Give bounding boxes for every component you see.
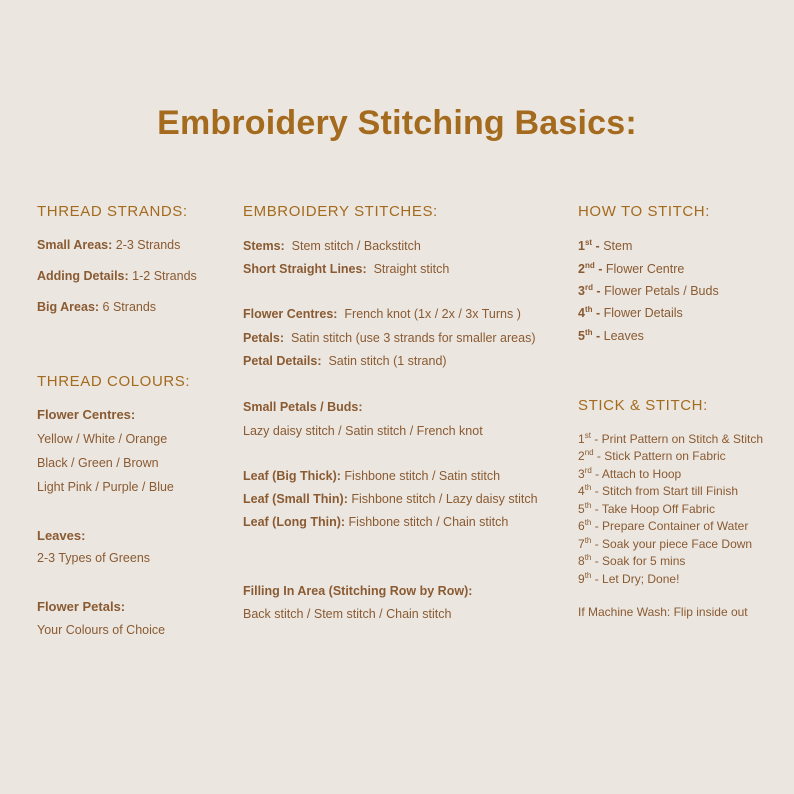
stick-step-3: 3rd - Attach to Hoop bbox=[578, 466, 682, 481]
stick-step-4: 4th - Stitch from Start till Finish bbox=[578, 483, 739, 498]
stitch-item-short-straight-lines: Short Straight Lines: Straight stitch bbox=[243, 262, 450, 276]
stitch-item-leaf-big-thick: Leaf (Big Thick): Fishbone stitch / Satin stitch bbox=[243, 469, 501, 483]
how-to-stitch-heading: HOW TO STITCH: bbox=[578, 203, 711, 220]
how-step-5: 5th - Leaves bbox=[578, 327, 644, 343]
stick-and-stitch-heading: STICK & STITCH: bbox=[578, 397, 708, 414]
small-petals-label: Small Petals / Buds: bbox=[243, 400, 363, 414]
stick-step-9: 9th - Let Dry; Done! bbox=[578, 571, 680, 586]
flower-petals-label: Flower Petals: bbox=[37, 599, 126, 614]
stitch-item-leaf-long-thin: Leaf (Long Thin): Fishbone stitch / Chain stitch bbox=[243, 515, 509, 529]
strand-item-small-areas: Small Areas: 2-3 Strands bbox=[37, 238, 181, 252]
filling-in-area-value: Back stitch / Stem stitch / Chain stitch bbox=[243, 607, 452, 621]
flower-centres-label: Flower Centres: bbox=[37, 407, 136, 422]
how-step-4: 4th - Flower Details bbox=[578, 304, 683, 320]
strand-item-big-areas: Big Areas: 6 Strands bbox=[37, 300, 157, 314]
stitch-item-flower-centres: Flower Centres: French knot (1x / 2x / 3x Turns ) bbox=[243, 307, 521, 321]
flower-centres-line-3: Light Pink / Purple / Blue bbox=[37, 480, 174, 494]
stitch-item-leaf-small-thin: Leaf (Small Thin): Fishbone stitch / Lazy daisy stitch bbox=[243, 492, 538, 506]
thread-strands-heading: THREAD STRANDS: bbox=[37, 203, 188, 220]
stick-step-2: 2nd - Stick Pattern on Fabric bbox=[578, 448, 726, 463]
stick-step-6: 6th - Prepare Container of Water bbox=[578, 518, 749, 533]
stick-step-5: 5th - Take Hoop Off Fabric bbox=[578, 501, 715, 516]
how-step-1: 1st - Stem bbox=[578, 237, 633, 253]
stitch-item-stems: Stems: Stem stitch / Backstitch bbox=[243, 239, 421, 253]
stick-step-1: 1st - Print Pattern on Stitch & Stitch bbox=[578, 431, 764, 446]
flower-petals-line-1: Your Colours of Choice bbox=[37, 623, 166, 637]
machine-wash-note: If Machine Wash: Flip inside out bbox=[578, 605, 748, 619]
stick-step-7: 7th - Soak your piece Face Down bbox=[578, 536, 753, 551]
leaves-label: Leaves: bbox=[37, 528, 86, 543]
small-petals-value: Lazy daisy stitch / Satin stitch / French knot bbox=[243, 424, 483, 438]
stitch-item-petals: Petals: Satin stitch (use 3 strands for smaller areas) bbox=[243, 331, 536, 345]
how-step-2: 2nd - Flower Centre bbox=[578, 260, 685, 276]
flower-centres-line-1: Yellow / White / Orange bbox=[37, 432, 168, 446]
strand-item-adding-details: Adding Details: 1-2 Strands bbox=[37, 269, 197, 283]
stitch-item-petal-details: Petal Details: Satin stitch (1 strand) bbox=[243, 354, 447, 368]
page-title: Embroidery Stitching Basics: bbox=[157, 104, 637, 142]
stick-step-8: 8th - Soak for 5 mins bbox=[578, 553, 686, 568]
embroidery-stitches-heading: EMBROIDERY STITCHES: bbox=[243, 203, 438, 220]
thread-colours-heading: THREAD COLOURS: bbox=[37, 373, 191, 390]
flower-centres-line-2: Black / Green / Brown bbox=[37, 456, 159, 470]
leaves-line-1: 2-3 Types of Greens bbox=[37, 551, 151, 565]
filling-in-area-label: Filling In Area (Stitching Row by Row): bbox=[243, 584, 473, 598]
how-step-3: 3rd - Flower Petals / Buds bbox=[578, 282, 719, 298]
